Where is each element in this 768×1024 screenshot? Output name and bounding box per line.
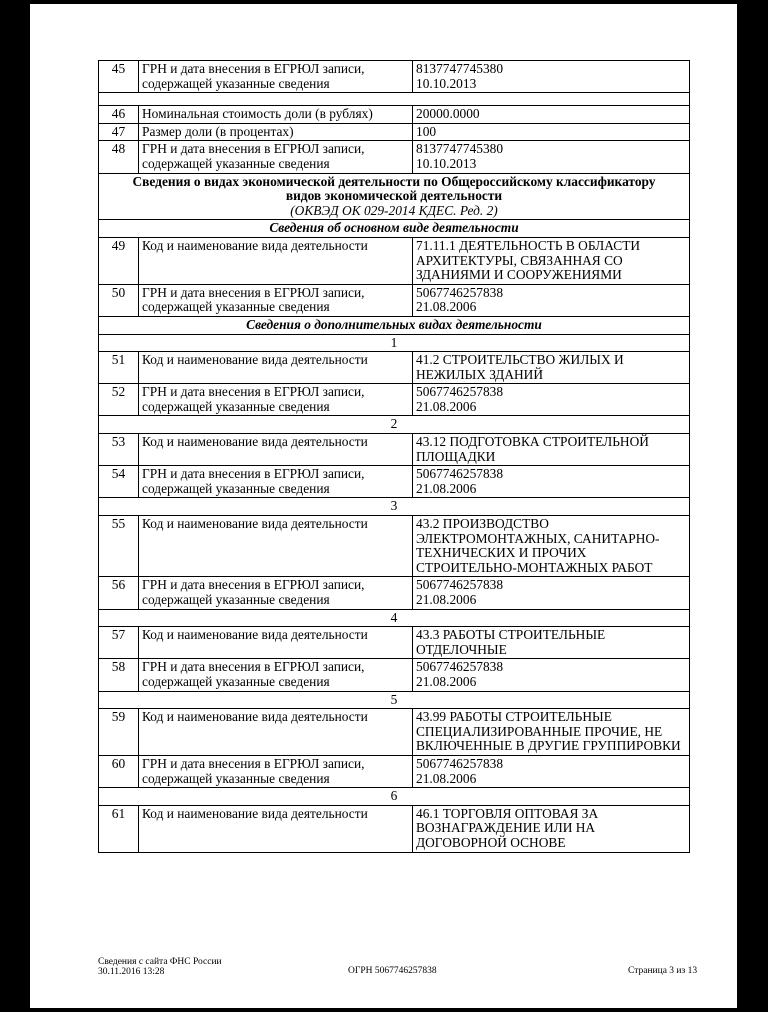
- subsection-title: Сведения об основном виде деятельности: [99, 220, 690, 238]
- table-row: [99, 284, 690, 316]
- bottom-strip: [0, 1012, 768, 1024]
- row-number: 59: [99, 709, 139, 756]
- row-label: Код и наименование вида деятельности: [139, 237, 413, 284]
- row-number: 54: [99, 466, 139, 498]
- group-number: 5: [99, 691, 690, 709]
- row-number: 48: [99, 141, 139, 173]
- row-value: 5067746257838 21.08.2006: [413, 577, 690, 609]
- row-number: 52: [99, 384, 139, 416]
- group-number-row: [99, 609, 690, 627]
- group-number: 3: [99, 498, 690, 516]
- row-value: 8137747745380 10.10.2013: [413, 141, 690, 173]
- table-row: [99, 805, 690, 852]
- row-number: 50: [99, 284, 139, 316]
- row-number: 60: [99, 755, 139, 787]
- document-page: [30, 4, 737, 1008]
- row-label: Код и наименование вида деятельности: [139, 805, 413, 852]
- group-number: 6: [99, 788, 690, 806]
- row-value: 71.11.1 ДЕЯТЕЛЬНОСТЬ В ОБЛАСТИ АРХИТЕКТУРЫ, СВЯЗАННАЯ СО ЗДАНИЯМИ И СООРУЖЕНИЯМИ: [413, 237, 690, 284]
- row-label: Код и наименование вида деятельности: [139, 352, 413, 384]
- table-row: [99, 627, 690, 659]
- table-row: [99, 141, 690, 173]
- table-row: [99, 709, 690, 756]
- table-row: [99, 237, 690, 284]
- table-row: [99, 61, 690, 93]
- row-label: Номинальная стоимость доли (в рублях): [139, 106, 413, 124]
- row-label: ГРН и дата внесения в ЕГРЮЛ записи, содержащей указанные сведения: [139, 384, 413, 416]
- group-number-row: [99, 691, 690, 709]
- blank-cell: [99, 93, 690, 106]
- row-label: Размер доли (в процентах): [139, 123, 413, 141]
- row-value: 43.2 ПРОИЗВОДСТВО ЭЛЕКТРОМОНТАЖНЫХ, САНИТАРНО-ТЕХНИЧЕСКИХ И ПРОЧИХ СТРОИТЕЛЬНО-МОНТАЖНЫХ РАБОТ: [413, 516, 690, 577]
- footer-page-number: Страница 3 из 13: [628, 966, 698, 976]
- group-number-row: [99, 498, 690, 516]
- row-value: 43.3 РАБОТЫ СТРОИТЕЛЬНЫЕ ОТДЕЛОЧНЫЕ: [413, 627, 690, 659]
- row-number: 47: [99, 123, 139, 141]
- egrul-table: [98, 60, 690, 853]
- table-row: [99, 123, 690, 141]
- table-row: [99, 577, 690, 609]
- row-label: ГРН и дата внесения в ЕГРЮЛ записи, содержащей указанные сведения: [139, 659, 413, 691]
- row-value: 46.1 ТОРГОВЛЯ ОПТОВАЯ ЗА ВОЗНАГРАЖДЕНИЕ ИЛИ НА ДОГОВОРНОЙ ОСНОВЕ: [413, 805, 690, 852]
- section-title: Сведения о видах экономической деятельности по Общероссийскому классификатору видов экономической деятельности: [132, 173, 656, 204]
- table-row: [99, 434, 690, 466]
- row-label: Код и наименование вида деятельности: [139, 627, 413, 659]
- table-row: [99, 384, 690, 416]
- footer-source: Сведения с сайта ФНС России: [98, 957, 222, 967]
- row-number: 46: [99, 106, 139, 124]
- row-number: 57: [99, 627, 139, 659]
- row-value: 5067746257838 21.08.2006: [413, 659, 690, 691]
- table-row: [99, 516, 690, 577]
- table-row: [99, 466, 690, 498]
- row-value: 5067746257838 21.08.2006: [413, 466, 690, 498]
- row-number: 61: [99, 805, 139, 852]
- footer-left: [98, 957, 222, 977]
- row-number: 58: [99, 659, 139, 691]
- row-number: 49: [99, 237, 139, 284]
- table-row: [99, 352, 690, 384]
- row-label: ГРН и дата внесения в ЕГРЮЛ записи, содержащей указанные сведения: [139, 466, 413, 498]
- row-number: 51: [99, 352, 139, 384]
- row-number: 56: [99, 577, 139, 609]
- row-label: ГРН и дата внесения в ЕГРЮЛ записи, содержащей указанные сведения: [139, 284, 413, 316]
- section-header: [99, 173, 690, 220]
- subsection-title: Сведения о дополнительных видах деятельности: [99, 316, 690, 334]
- egrul-table-body: [99, 61, 690, 853]
- group-number: 1: [99, 334, 690, 352]
- table-row: [99, 659, 690, 691]
- group-number: 2: [99, 416, 690, 434]
- group-number-row: [99, 334, 690, 352]
- row-value: 5067746257838 21.08.2006: [413, 384, 690, 416]
- blank-row: [99, 93, 690, 106]
- row-number: 53: [99, 434, 139, 466]
- row-label: ГРН и дата внесения в ЕГРЮЛ записи, содержащей указанные сведения: [139, 141, 413, 173]
- subsection-header-row: [99, 316, 690, 334]
- footer-datetime: 30.11.2016 13:28: [98, 967, 165, 977]
- row-label: Код и наименование вида деятельности: [139, 709, 413, 756]
- row-label: ГРН и дата внесения в ЕГРЮЛ записи, содержащей указанные сведения: [139, 755, 413, 787]
- row-label: ГРН и дата внесения в ЕГРЮЛ записи, содержащей указанные сведения: [139, 61, 413, 93]
- table-row: [99, 755, 690, 787]
- section-classifier: (ОКВЭД ОК 029-2014 КДЕС. Ред. 2): [290, 202, 498, 218]
- table-row: [99, 106, 690, 124]
- row-value: 8137747745380 10.10.2013: [413, 61, 690, 93]
- row-value: 43.99 РАБОТЫ СТРОИТЕЛЬНЫЕ СПЕЦИАЛИЗИРОВАННЫЕ ПРОЧИЕ, НЕ ВКЛЮЧЕННЫЕ В ДРУГИЕ ГРУППИРОВКИ: [413, 709, 690, 756]
- row-value: 5067746257838 21.08.2006: [413, 755, 690, 787]
- row-value: 43.12 ПОДГОТОВКА СТРОИТЕЛЬНОЙ ПЛОЩАДКИ: [413, 434, 690, 466]
- group-number-row: [99, 788, 690, 806]
- row-value: 100: [413, 123, 690, 141]
- row-value: 20000.0000: [413, 106, 690, 124]
- group-number: 4: [99, 609, 690, 627]
- row-number: 45: [99, 61, 139, 93]
- row-label: Код и наименование вида деятельности: [139, 434, 413, 466]
- row-label: Код и наименование вида деятельности: [139, 516, 413, 577]
- row-value: 41.2 СТРОИТЕЛЬСТВО ЖИЛЫХ И НЕЖИЛЫХ ЗДАНИЙ: [413, 352, 690, 384]
- group-number-row: [99, 416, 690, 434]
- row-value: 5067746257838 21.08.2006: [413, 284, 690, 316]
- footer-ogrn: ОГРН 5067746257838: [348, 966, 437, 976]
- section-header-row: [99, 173, 690, 220]
- row-number: 55: [99, 516, 139, 577]
- row-label: ГРН и дата внесения в ЕГРЮЛ записи, содержащей указанные сведения: [139, 577, 413, 609]
- subsection-header-row: [99, 220, 690, 238]
